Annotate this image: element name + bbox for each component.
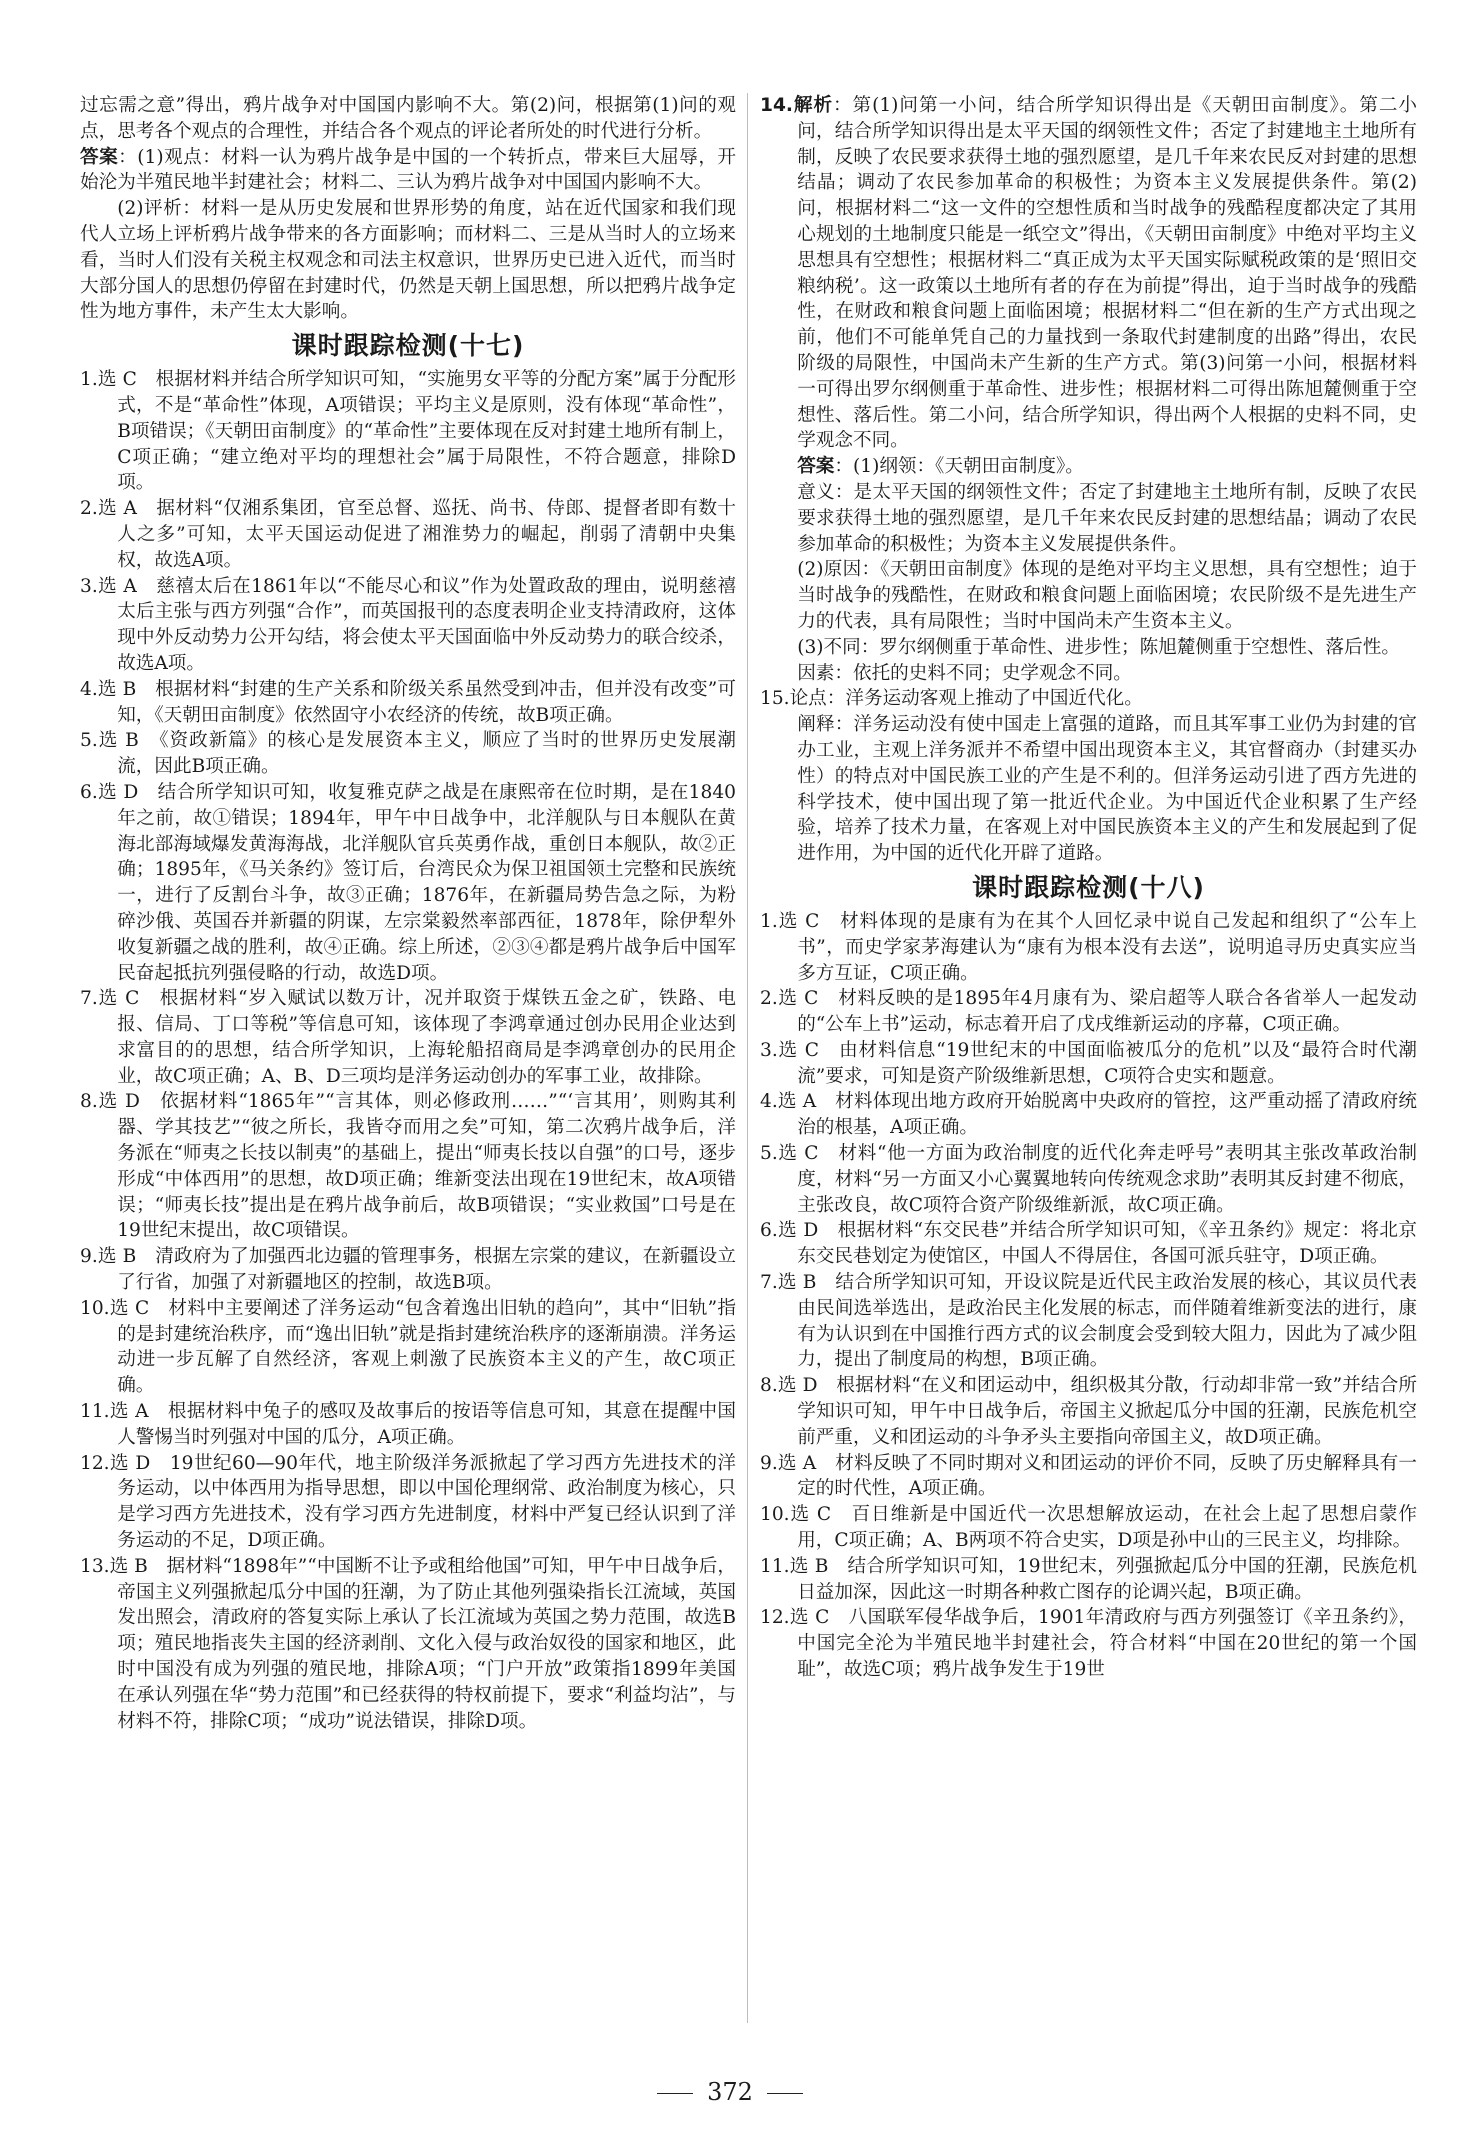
- list-item: 10.选 C 百日维新是中国近代一次思想解放运动，在社会上起了思想启蒙作用，C项正确；A、B两项不符合史实，D项是孙中山的三民主义，均排除。: [760, 1504, 1417, 1552]
- right-column: [760, 93, 1417, 1683]
- footer-dash-right: [767, 2093, 803, 2094]
- item-14-analysis: [760, 93, 1417, 454]
- list-item: 9.选 B 清政府为了加强西北边疆的管理事务，根据左宗棠的建议，在新疆设立了行省，加强了对新疆地区的控制，故选B项。: [80, 1246, 736, 1294]
- list-item: 8.选 D 依据材料“1865年”“言其体，则必修政刑……”“‘言其用’，则购其利器、学其技艺”“彼之所长，我皆夺而用之矣”可知，第二次鸦片战争后，洋务派在“师夷之长技以制夷”的基础上，提出“师夷长技以自强”的口号，逐步形成“中体西用”的思想，故D项正确；维新变法出现在19世纪末，故A项错误；“师夷长技”提出是在鸦片战争前后，故B项错误；“实业救国”口号是在19世纪末提出，故C项错误。: [80, 1091, 736, 1242]
- item-14-answer-3: (2)原因：《天朝田亩制度》体现的是绝对平均主义思想，具有空想性；迫于当时战争的残酷性，在财政和粮食问题上面临困境；农民阶级不是先进生产力的代表，具有局限性；当时中国尚未产生资本主义。: [797, 559, 1417, 632]
- answer-paragraph-1: [80, 145, 736, 197]
- column-divider: [747, 93, 748, 2023]
- analysis-label: 14.解析: [760, 95, 833, 116]
- list-item: 7.选 B 结合所学知识可知，开设议院是近代民主政治发展的核心，其议员代表由民间选举选出，是政治民主化发展的标志，而伴随着维新变法的进行，康有为认识到在中国推行西方式的议会制度会受到较大阻力，因此为了减少阻力，提出了制度局的构想，B项正确。: [760, 1272, 1417, 1371]
- list-item: 9.选 A 材料反映了不同时期对义和团运动的评价不同，反映了历史解释具有一定的时代性，A项正确。: [760, 1452, 1417, 1500]
- list-item: 3.选 A 慈禧太后在1861年以“不能尽心和议”作为处置政敌的理由，说明慈禧太后主张与西方列强“合作”，而英国报刊的态度表明企业支持清政府，这体现中外反动势力公开勾结，将会使太平天国面临中外反动势力的联合绞杀，故选A项。: [80, 575, 736, 674]
- item-14-answer-2: 意义：是太平天国的纲领性文件；否定了封建地主土地所有制，反映了农民要求获得土地的强烈愿望，是几千年来农民反封建的思想结晶；调动了农民参加革命的积极性；为资本主义发展提供条件。: [797, 481, 1417, 555]
- page-footer: [0, 2078, 1460, 2106]
- answer-label: 答案: [797, 456, 835, 478]
- section-heading-18: 课时跟踪检测(十八): [972, 872, 1205, 902]
- list-item: 2.选 A 据材料“仅湘系集团，官至总督、巡抚、尚书、侍郎、提督者即有数十人之多”可知，太平天国运动促进了湘淮势力的崛起，削弱了清朝中央集权，故选A项。: [80, 498, 736, 571]
- list-item: 13.选 B 据材料“1898年”“中国断不让予或租给他国”可知，甲午中日战争后，帝国主义列强掀起瓜分中国的狂潮，为了防止其他列强染指长江流域，英国发出照会，清政府的答复实际上承认了长江流域为英国之势力范围，故选B项；殖民地指丧失主国的经济剥削、文化入侵与政治奴役的国家和地区，此时中国没有成为列强的殖民地，排除A项；“门户开放”政策指1899年美国在承认列强在华“势力范围”和已经获得的特权前提下，要求“利益均沾”，与材料不符，排除C项；“成功”说法错误，排除D项。: [80, 1555, 736, 1732]
- list-item: 6.选 D 结合所学知识可知，收复雅克萨之战是在康熙帝在位时期，是在1840年之前，故①错误；1894年，甲午中日战争中，北洋舰队与日本舰队在黄海北部海域爆发黄海海战，北洋舰队官兵英勇作战，重创日本舰队，故②正确；1895年，《马关条约》签订后，台湾民众为保卫祖国领土完整和民族统一，进行了反割台斗争，故③正确；1876年，在新疆局势告急之际，为粉碎沙俄、英国吞并新疆的阴谋，左宗棠毅然率部西征，1878年，除伊犁外收复新疆之战的胜利，故④正确。综上所述，②③④都是鸦片战争后中国军民奋起抵抗列强侵略的行动，故选D项。: [80, 781, 736, 984]
- list-item: 10.选 C 材料中主要阐述了洋务运动“包含着逸出旧轨的趋向”，其中“旧轨”指的是封建统治秩序，而“逸出旧轨”就是指封建统治秩序的逐渐崩溃。洋务运动进一步瓦解了自然经济，客观上刺激了民族资本主义的产生，故C项正确。: [80, 1297, 736, 1397]
- list-item: 11.选 A 根据材料中兔子的感叹及故事后的按语等信息可知，其意在提醒中国人警惕当时列强对中国的瓜分，A项正确。: [80, 1401, 736, 1448]
- item-14-answer-4: (3)不同：罗尔纲侧重于革命性、进步性；陈旭麓侧重于空想性、落后性。: [797, 636, 1400, 658]
- answer-label: 答案: [80, 146, 119, 168]
- list-item: 1.选 C 根据材料并结合所学知识可知，“实施男女平等的分配方案”属于分配形式，不是“革命性”体现，A项错误；平均主义是原则，没有体现“革命性”，B项错误；《天朝田亩制度》的“革命性”主要体现在反对封建土地所有制上，C项正确；“建立绝对平均的理想社会”属于局限性，不符合题意，排除D项。: [80, 369, 736, 494]
- item-14-answer-1: [760, 454, 1417, 480]
- item-15-thesis: 15.论点：洋务运动客观上推动了中国近代化。: [760, 688, 1143, 710]
- list-item: 4.选 B 根据材料“封建的生产关系和阶级关系虽然受到冲击，但并没有改变”可知，《天朝田亩制度》依然固守小农经济的传统，故B项正确。: [80, 678, 736, 726]
- item-14-answer-5: 因素：依托的史料不同；史学观念不同。: [797, 662, 1132, 684]
- answer-paragraph-2: (2)评析：材料一是从历史发展和世界形势的角度，站在近代国家和我们现代人立场上评析鸦片战争带来的各方面影响；而材料二、三是从当时人的立场来看，当时人们没有关税主权观念和司法主权意识，世界历史已进入近代，而当时大部分国人的思想仍停留在封建时代，仍然是天朝上国思想，所以把鸦片战争定性为地方事件，未产生太大影响。: [80, 198, 736, 323]
- list-item: 3.选 C 由材料信息“19世纪末的中国面临被瓜分的危机”以及“最符合时代潮流”要求，可知是资产阶级维新思想，C项符合史实和题意。: [760, 1039, 1417, 1087]
- list-item: 5.选 B 《资政新篇》的核心是发展资本主义，顺应了当时的世界历史发展潮流，因此B项正确。: [80, 730, 736, 778]
- page-number: 372: [707, 2078, 753, 2106]
- analysis-text: ：第(1)问第一小问，结合所学知识得出是《天朝田亩制度》。第二小问，结合所学知识得出是太平天国的纲领性文件；否定了封建地主土地所有制，反映了农民要求获得土地的强烈愿望，是几千年来农民反对封建的思想结晶；调动了农民参加革命的积极性；为资本主义发展提供条件。第(2)问，根据材料二“这一文件的空想性质和当时战争的残酷程度都决定了其用心规划的土地制度只能是一纸空文”得出，《天朝田亩制度》中绝对平均主义思想具有空想性；根据材料二“真正成为太平天国实际赋税政策的是‘照旧交粮纳税’。这一政策以土地所有者的存在为前提”得出，迫于当时战争的残酷性，在财政和粮食问题上面临困境；根据材料二“但在新的生产方式出现之前，他们不可能单凭自己的力量找到一条取代封建制度的出路”得出，农民阶级的局限性，中国尚未产生新的生产方式。第(3)问第一小问，根据材料一可得出罗尔纲侧重于革命性、进步性；根据材料二可得出陈旭麓侧重于空想性、落后性。第二小问，结合所学知识，得出两个人根据的史料不同，史学观念不同。: [797, 95, 1417, 452]
- answer-text-1: ：(1)观点：材料一认为鸦片战争是中国的一个转折点，带来巨大屈辱，开始沦为半殖民地半封建社会；材料二、三认为鸦片战争对中国国内影响不大。: [80, 146, 736, 194]
- list-item: 2.选 C 材料反映的是1895年4月康有为、梁启超等人联合各省举人一起发动的“公车上书”运动，标志着开启了戊戌维新运动的序幕，C项正确。: [760, 988, 1417, 1036]
- list-item: 11.选 B 结合所学知识可知，19世纪末，列强掀起瓜分中国的狂潮，民族危机日益加深，因此这一时期各种救亡图存的论调兴起，B项正确。: [760, 1555, 1417, 1603]
- section-heading-17: 课时跟踪检测(十七): [291, 331, 525, 361]
- item-15-explanation: 阐释：洋务运动没有使中国走上富强的道路，而且其军事工业仍为封建的官办工业，主观上洋务派并不希望中国出现资本主义，其官督商办（封建买办性）的特点对中国民族工业的产生是不利的。但洋务运动引进了西方先进的科学技术，使中国出现了第一批近代企业。为中国近代企业积累了生产经验，培养了技术力量，在客观上对中国民族资本主义的产生和发展起到了促进作用，为中国的近代化开辟了道路。: [797, 714, 1417, 865]
- list-item: 8.选 D 根据材料“在义和团运动中，组织极其分散，行动却非常一致”并结合所学知识可知，甲午中日战争后，帝国主义掀起瓜分中国的狂潮，民族危机空前严重，义和团运动的斗争矛头主要指向帝国主义，故D项正确。: [760, 1375, 1417, 1448]
- list-item: 1.选 C 材料体现的是康有为在其个人回忆录中说自己发起和组织了“公车上书”，而史学家茅海建认为“康有为根本没有去送”，说明追寻历史真实应当多方互证，C项正确。: [760, 910, 1417, 984]
- list-item: 7.选 C 根据材料“岁入赋试以数万计，况并取资于煤铁五金之矿，铁路、电报、信局、丁口等税”等信息可知，该体现了李鸿章通过创办民用企业达到求富目的的思想，结合所学知识，上海轮船招商局是李鸿章创办的民用企业，故C项正确；A、B、D三项均是洋务运动创办的军事工业，故排除。: [80, 988, 736, 1087]
- list-item: 4.选 A 材料体现出地方政府开始脱离中央政府的管控，这严重动摇了清政府统治的根基，A项正确。: [760, 1091, 1417, 1139]
- list-item: 12.选 D 19世纪60—90年代，地主阶级洋务派掀起了学习西方先进技术的洋务运动，以中体西用为指导思想，即以中国伦理纲常、政治制度为核心，只是学习西方先进技术，没有学习西方先进制度，材料中严复已经认识到了洋务运动的不足，D项正确。: [80, 1452, 736, 1552]
- list-item: 12.选 C 八国联军侵华战争后，1901年清政府与西方列强签订《辛丑条约》，中国完全沦为半殖民地半封建社会，符合材料“中国在20世纪的第一个国耻”，故选C项；鸦片战争发生于19世: [760, 1607, 1417, 1681]
- list-item: 5.选 C 材料“他一方面为政治制度的近代化奔走呼号”表明其主张改革政治制度，材料“另一方面又小心翼翼地转向传统观念求助”表明其反封建不彻底，主张改良，故C项符合资产阶级维新派，故C项正确。: [760, 1143, 1417, 1216]
- intro-paragraph: 过忘需之意”得出，鸦片战争对中国国内影响不大。第(2)问，根据第(1)问的观点，思考各个观点的合理性，并结合各个观点的评论者所处的时代进行分析。: [80, 95, 736, 142]
- answer-text-1: ：(1)纲领：《天朝田亩制度》。: [834, 456, 1084, 478]
- left-column: [80, 93, 736, 1734]
- list-item: 6.选 D 根据材料“东交民巷”并结合所学知识可知，《辛丑条约》规定：将北京东交民巷划定为使馆区，中国人不得居住，各国可派兵驻守，D项正确。: [760, 1220, 1417, 1268]
- footer-dash-left: [657, 2093, 693, 2094]
